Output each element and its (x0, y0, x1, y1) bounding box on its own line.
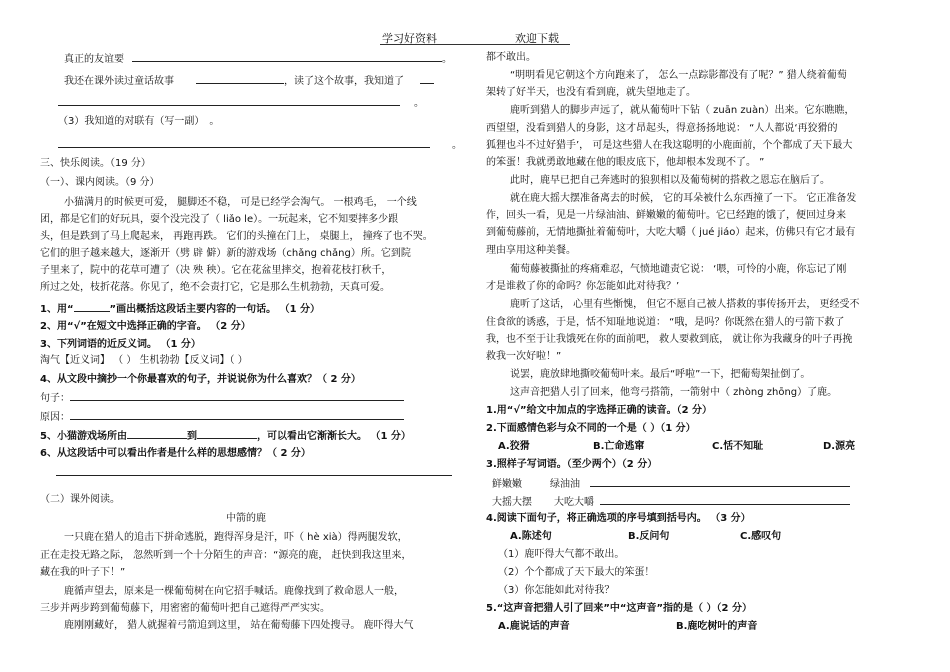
period: 。 (209, 116, 220, 127)
story-line: 都不敢出。 (486, 52, 536, 63)
example-word: 绿油油 (550, 479, 580, 490)
story-line: 这声音把猎人引了回来，他弯弓搭箭，一箭射中（ zhòng zhōng）了鹿。 (510, 387, 838, 398)
sub-question: （3）你怎能如此对待我？ (498, 585, 615, 596)
blank-line[interactable] (70, 409, 404, 420)
question-6: 6、从这段话中可以看出作者是什么样的思想感情？（ 2 分） (40, 448, 311, 459)
blank-line[interactable] (56, 465, 452, 476)
blank-line[interactable] (70, 390, 404, 401)
header-left: 学习好资料 (382, 32, 437, 45)
story-line: 葡萄藤被撕扯的疼痛难忍，气愤地谴责它说： ‘喂，可怜的小鹿，你忘记了刚 (510, 264, 847, 275)
reason-label: 原因： (40, 412, 70, 423)
sub-question: （2）个个都成了天下最大的笨蛋！ (498, 567, 655, 578)
story-line: 理由享用这种美餐。 (486, 245, 576, 256)
option-c[interactable]: C.感叹句 (740, 531, 782, 542)
blank-line[interactable] (197, 428, 257, 439)
option-a[interactable]: A.狡猾 (498, 441, 530, 452)
blank-line[interactable] (127, 428, 187, 439)
in-class-reading-title: （一）、课内阅读。（9 分） (40, 177, 160, 188)
story-line: 就在鹿大摇大摆准备离去的时候， 它的耳朵被什么东西撞了一下。 它正准备发 (510, 193, 857, 204)
story-line: 西望望，没看到猎人的身影，这才昂起头，得意扬扬地说： “人人都说‘再狡猾的 (486, 123, 838, 134)
question-1-rest: ”画出概括这段话主要内容的一句话。 （1 分） (109, 304, 321, 315)
story-line: 鹿听到猎人的脚步声远了，就从葡萄叶下钻（ zuān zuàn）出来。它东瞧瞧， (510, 105, 855, 116)
example-word: 鲜嫩嫩 (492, 479, 522, 490)
question-5: 5、小猫游戏场所由 (40, 431, 127, 442)
period: 。 (414, 98, 424, 109)
story-title: 中箭的鹿 (226, 513, 266, 524)
passage-line: 子里来了，院中的花草可遭了（决 殃 秧）。它在花盆里摔交，抱着花枝打秋千， (40, 265, 392, 276)
friendship-label: 真正的友谊要 (64, 54, 124, 65)
couplet-question: （3）我知道的对联有（写一副） (58, 116, 200, 127)
question-3: 3、下列词语的近反义词。 （1 分） (40, 339, 201, 350)
fairy-tale-prompt-2: ，读了这个故事，我知道了 (284, 76, 404, 87)
story-line: 我，也不至于让我饿死在你的面前吧， 救人要救到底， 就让你为我藏身的叶子再挽 (486, 334, 853, 345)
option-a[interactable]: A.鹿说话的声音 (498, 621, 570, 632)
passage-line: 团，都是它们的好玩具，耍个没完没了（ liǎo le）。一玩起来，它不知要摔多少跟 (40, 214, 399, 225)
blank-line[interactable] (196, 73, 284, 84)
blank-line[interactable] (74, 301, 110, 312)
story-line: 狐狸也斗不过好猎手’， 可是这些猎人在我这聪明的小鹿面前，个个都成了天下最大 (486, 140, 853, 151)
story-line: 到葡萄藤前，无情地撕扯着葡萄叶，大吃大嚼（ jué jiáo）起来，仿佛只有它才最有 (486, 227, 856, 238)
blank-line[interactable] (58, 137, 430, 148)
blank-line[interactable] (58, 95, 400, 106)
story-line: 才是谁救了你的命吗？你怎能如此对待我？’ (486, 281, 680, 292)
blank-line[interactable] (420, 73, 434, 84)
story-line: 说罢，鹿放肆地撕咬葡萄叶来。最后“呼啦”一下，把葡萄架扯倒了。 (510, 369, 811, 380)
story-line: 三步并两步跨到葡萄藤下，用密密的葡萄叶把自己遮得严严实实。 (40, 603, 330, 614)
story-line: 住食欲的诱惑，于是，恬不知耻地说道： “哦，是吗？你既然在猎人的弓箭下救了 (486, 317, 845, 328)
fairy-tale-prompt: 我还在课外读过童话故事 (64, 76, 174, 87)
option-b[interactable]: B.反问句 (628, 531, 670, 542)
story-line: 一只鹿在猎人的追击下拼命逃脱，跑得浑身是汗，吓（ hè xià）得两腿发软， (64, 532, 408, 543)
question-r3: 3.照样子写词语。（至少两个）（2 分） (486, 459, 658, 470)
question-r2: 2.下面感情色彩与众不同的一个是（ ）（1 分） (486, 423, 696, 434)
story-line: 此时，鹿早已把自己奔逃时的狼狈相以及葡萄树的搭救之恩忘在脑后了。 (510, 175, 830, 186)
section-3-title: 三、快乐阅读。（19 分） (40, 158, 151, 169)
option-b[interactable]: B.鹿吃树叶的声音 (676, 621, 758, 632)
example-word: 大吃大嚼 (554, 497, 594, 508)
question-1: 1、用“ (40, 304, 74, 315)
sub-question: （1）鹿吓得大气都不敢出。 (498, 549, 625, 560)
synonym-antonym-line: 淘气【近义词】 （ ） 生机勃勃【反义词】（ ） (40, 355, 248, 366)
sentence-label: 句子： (40, 393, 70, 404)
story-line: 藏在我的叶子下！” (40, 567, 126, 578)
passage-line: 所过之处，枝折花落。你见了，绝不会责打它，它是那么生机勃勃，天真可爱。 (40, 282, 390, 293)
blank-line[interactable] (600, 494, 850, 505)
example-word: 大摇大摆 (492, 497, 532, 508)
passage-line: 它们的胆子越来越大，逐渐开（劈 辟 僻）新的游戏场（chǎng chǎng）所。它到院 (40, 248, 411, 259)
blank-line[interactable] (590, 476, 850, 487)
story-line: 的笨蛋！我就勇敢地藏在他的眼皮底下，他却根本发现不了。 ” (486, 157, 765, 168)
question-r1: 1.用“√”给文中加点的字选择正确的读音。（2 分） (486, 405, 713, 416)
question-5-to: 到 (186, 431, 197, 442)
story-line: 正在走投无路之际， 忽然听到一个十分陌生的声音：“源亮的鹿， 赶快到我这里来， (40, 550, 412, 561)
option-d[interactable]: D.源亮 (823, 441, 856, 452)
question-5-rest: ，可以看出它渐渐长大。 （1 分） (256, 431, 411, 442)
passage-line: 小猫满月的时候更可爱， 腿脚还不稳， 可是已经学会淘气。 一根鸡毛， 一个线 (64, 197, 417, 208)
option-a[interactable]: A.陈述句 (510, 531, 552, 542)
question-r4: 4.阅读下面句子，将正确选项的序号填到括号内。 （3 分） (486, 513, 751, 524)
story-line: “明明看见它朝这个方向跑来了， 怎么一点踪影都没有了呢？” 猎人绕着葡萄 (510, 70, 847, 81)
header-rule (380, 44, 570, 45)
question-2: 2、用“√”在短文中选择正确的字音。 （2 分） (40, 321, 251, 332)
option-b[interactable]: B.亡命逃窜 (593, 441, 645, 452)
story-line: 架转了好半天，也没有看到鹿，就失望地走了。 (486, 87, 696, 98)
question-4: 4、从文段中摘抄一个你最喜欢的句子，并说说你为什么喜欢？（ 2 分） (40, 374, 361, 385)
story-line: 鹿刚刚藏好， 猎人就握着弓箭追到这里， 站在葡萄藤下四处搜寻。 鹿吓得大气 (64, 620, 414, 631)
passage-line: 头，但是跌到了马上爬起来， 再跑再跌。 它们的头撞在门上， 桌腿上， 撞疼了也不哭。 (40, 231, 433, 242)
story-line: 救我一次好啦！” (486, 351, 562, 362)
period: 。 (452, 140, 462, 151)
option-c[interactable]: C.恬不知耻 (712, 441, 764, 452)
story-line: 鹿听了这话， 心里有些惭愧， 但它不愿自己被人搭救的事传扬开去， 更经受不 (510, 299, 860, 310)
period: 。 (442, 54, 452, 65)
story-line: 作，回头一看，见是一片绿油油、鲜嫩嫩的葡萄叶。它已经跑的饿了，便回过身来 (486, 210, 846, 221)
question-r5: 5.“这声音把猎人引了回来”中“这声音”指的是（ ）（2 分） (486, 603, 752, 614)
extracurricular-reading-title: （二）课外阅读。 (40, 494, 120, 505)
blank-line[interactable] (132, 51, 442, 62)
story-line: 鹿循声望去，原来是一棵葡萄树在向它招手喊话。鹿像找到了救命恩人一般， (64, 586, 404, 597)
header-right: 欢迎下载 (515, 32, 559, 45)
